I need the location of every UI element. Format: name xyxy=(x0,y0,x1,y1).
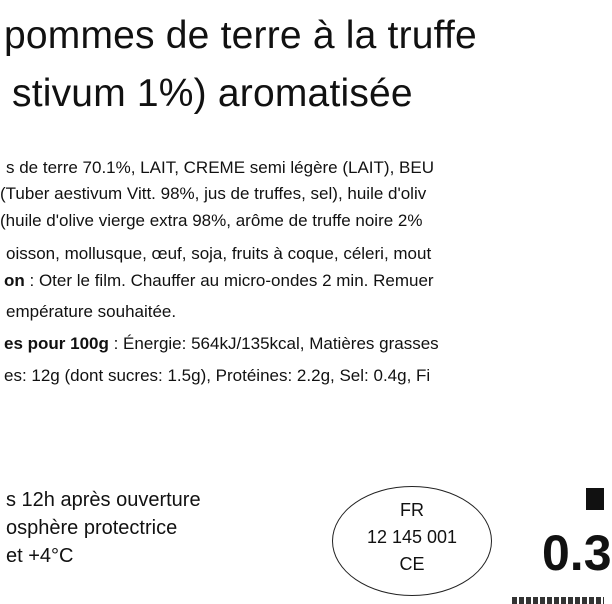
product-title-line-2: stivum 1%) aromatisée xyxy=(12,72,413,115)
storage-line-2: osphère protectrice xyxy=(6,517,178,539)
nutrition-text: : Énergie: 564kJ/135kcal, Matières grasses xyxy=(108,334,439,353)
preparation-heading: on xyxy=(4,271,25,290)
allergens-line: oisson, mollusque, œuf, soja, fruits à coque, céleri, mout xyxy=(6,244,432,263)
health-mark-country: FR xyxy=(400,500,424,520)
nutrition-line-2: es: 12g (dont sucres: 1.5g), Protéines: 2.2g, Sel: 0.4g, Fi xyxy=(4,366,431,385)
storage-line-3: et +4°C xyxy=(6,545,74,567)
corner-mark xyxy=(586,488,604,510)
health-mark-oval xyxy=(332,486,492,596)
health-mark-number: 12 145 001 xyxy=(366,527,458,547)
bottom-strip xyxy=(512,597,604,604)
storage-line-1: s 12h après ouverture xyxy=(6,489,201,511)
preparation-line-2: empérature souhaitée. xyxy=(6,302,177,321)
ingredients-line-1: s de terre 70.1%, LAIT, CREME semi légère (LAIT), BEU xyxy=(6,158,434,177)
nutrition-heading: es pour 100g xyxy=(4,334,109,353)
preparation-text: : Oter le film. Chauffer au micro-ondes 2 min. Remuer xyxy=(24,271,434,290)
nutrition-line-1 xyxy=(4,334,439,354)
preparation-line-1 xyxy=(4,271,434,291)
net-weight: 0.3 xyxy=(542,525,612,581)
product-title-line-1: pommes de terre à la truffe xyxy=(4,14,477,57)
ingredients-line-2: (Tuber aestivum Vitt. 98%, jus de truffes, sel), huile d'oliv xyxy=(0,184,427,203)
health-mark-region: CE xyxy=(399,554,425,574)
ingredients-line-3: (huile d'olive vierge extra 98%, arôme de truffe noire 2% xyxy=(0,211,423,230)
